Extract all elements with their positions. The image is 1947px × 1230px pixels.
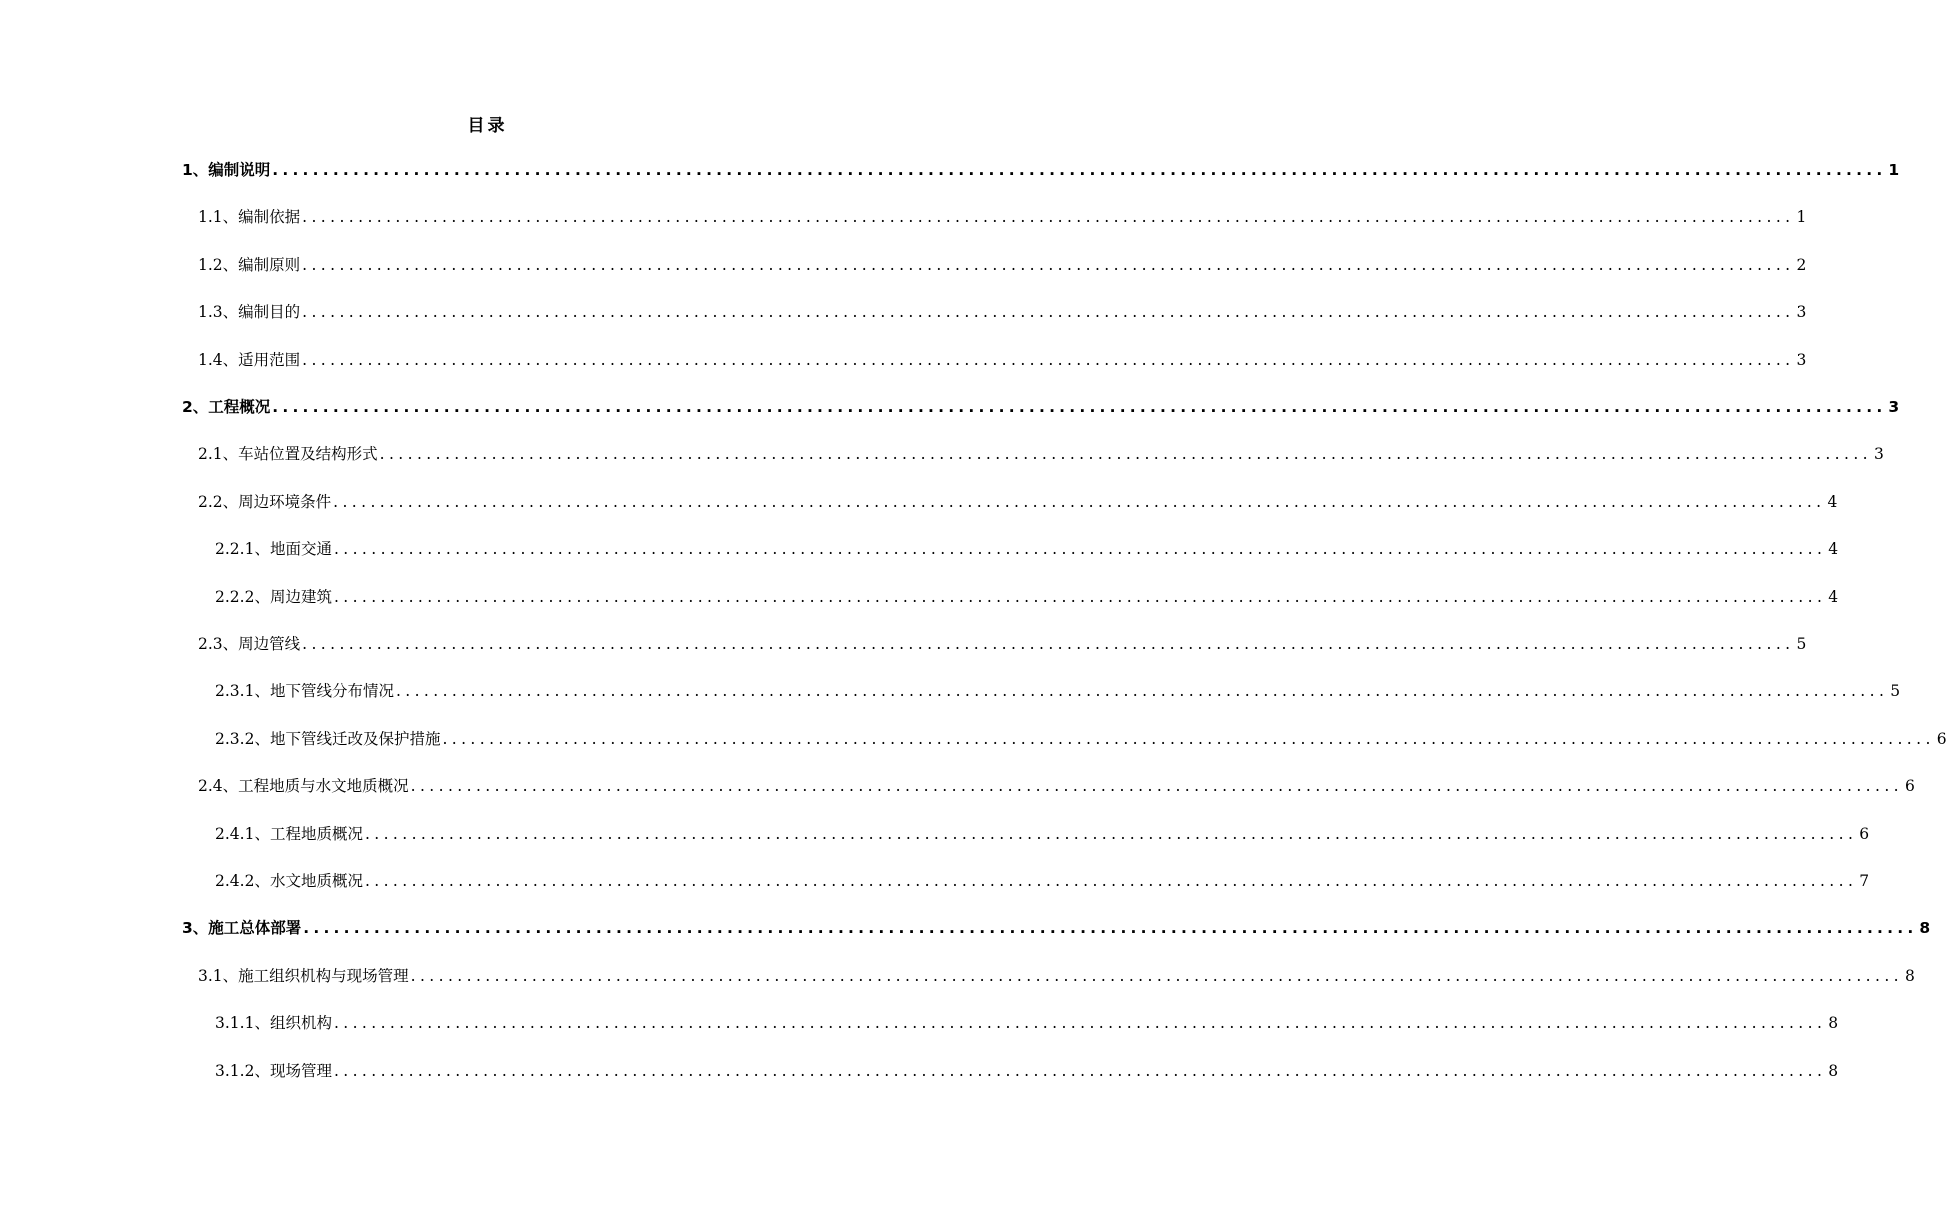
dot-leader: ................................................................................................................................................................ — [333, 588, 1827, 606]
dot-leader: ................................................................................................................................................................ — [302, 256, 1795, 274]
toc-entry[interactable] — [198, 774, 1915, 798]
toc-page-number: 2 — [1796, 256, 1807, 274]
toc-page-number: 8 — [1828, 1014, 1839, 1032]
toc-page-number: 4 — [1827, 493, 1838, 511]
toc-page-number: 6 — [1904, 777, 1915, 795]
dot-leader: ................................................................................................................................................................ — [272, 398, 1887, 416]
toc-entry-label: 1.4、适用范围 — [198, 351, 301, 369]
toc-page-number: 8 — [1919, 919, 1931, 937]
toc-page-number: 4 — [1828, 588, 1839, 606]
toc-entry-label: 1.2、编制原则 — [198, 256, 301, 274]
toc-entry[interactable] — [215, 1059, 1839, 1083]
toc-entry[interactable] — [198, 253, 1807, 277]
toc-entry-label: 3、施工总体部署 — [182, 919, 302, 937]
toc-entry-label: 1.3、编制目的 — [198, 303, 301, 321]
toc-entry-label: 2.4、工程地质与水文地质概况 — [198, 777, 409, 795]
toc-entry[interactable] — [198, 300, 1807, 324]
toc-entry-label: 2.1、车站位置及结构形式 — [198, 445, 378, 463]
toc-entry-label: 2.2.1、地面交通 — [215, 540, 332, 558]
toc-entry-label: 2.3.1、地下管线分布情况 — [215, 682, 394, 700]
toc-entry-label: 1、编制说明 — [182, 161, 271, 179]
toc-title: 目录 — [467, 116, 508, 136]
toc-entry[interactable] — [198, 205, 1807, 229]
dot-leader: ................................................................................................................................................................ — [302, 351, 1795, 369]
dot-leader: ................................................................................................................................................................ — [364, 825, 1858, 843]
toc-page-number: 7 — [1859, 872, 1870, 890]
dot-leader: ................................................................................................................................................................ — [272, 161, 1887, 179]
dot-leader: ................................................................................................................................................................ — [303, 919, 1918, 937]
toc-entry-label: 1.1、编制依据 — [198, 208, 301, 226]
toc-entry[interactable] — [215, 537, 1839, 561]
toc-page-number: 6 — [1859, 825, 1870, 843]
dot-leader: ................................................................................................................................................................ — [302, 303, 1795, 321]
toc-entry-label: 2、工程概况 — [182, 398, 271, 416]
toc-page-number: 5 — [1796, 635, 1807, 653]
toc-entry-label: 2.2.2、周边建筑 — [215, 588, 332, 606]
dot-leader: ................................................................................................................................................................ — [302, 635, 1795, 653]
toc-entry-label: 2.4.1、工程地质概况 — [215, 825, 363, 843]
toc-entry-label: 3.1.2、现场管理 — [215, 1062, 332, 1080]
toc-page-number: 5 — [1890, 682, 1901, 700]
dot-leader: ................................................................................................................................................................ — [333, 540, 1827, 558]
dot-leader: ................................................................................................................................................................ — [333, 1014, 1827, 1032]
toc-page-number: 3 — [1888, 398, 1900, 416]
toc-entry[interactable] — [198, 632, 1807, 656]
toc-entry[interactable] — [182, 916, 1931, 940]
toc-page-number: 3 — [1796, 351, 1807, 369]
toc-entry-label: 2.3.2、地下管线迁改及保护措施 — [215, 730, 441, 748]
dot-leader: ................................................................................................................................................................ — [302, 208, 1795, 226]
toc-entry[interactable] — [215, 822, 1870, 846]
toc-entry[interactable] — [215, 585, 1839, 609]
toc-page-number: 3 — [1796, 303, 1807, 321]
toc-entry-label: 2.2、周边环境条件 — [198, 493, 332, 511]
toc-entry[interactable] — [198, 964, 1915, 988]
dot-leader: ................................................................................................................................................................ — [364, 872, 1858, 890]
toc-entry[interactable] — [215, 1011, 1839, 1035]
toc-entry[interactable] — [215, 869, 1870, 893]
toc-page-number: 8 — [1828, 1062, 1839, 1080]
dot-leader: ................................................................................................................................................................ — [333, 493, 1826, 511]
toc-page-number: 1 — [1796, 208, 1807, 226]
toc-entry[interactable] — [215, 679, 1901, 703]
toc-page-number: 1 — [1888, 161, 1900, 179]
toc-entry[interactable] — [182, 158, 1900, 182]
toc-entry-label: 3.1、施工组织机构与现场管理 — [198, 967, 409, 985]
dot-leader: ................................................................................................................................................................ — [410, 967, 1903, 985]
toc-entry[interactable] — [198, 490, 1838, 514]
dot-leader: ................................................................................................................................................................ — [379, 445, 1872, 463]
toc-entry-label: 3.1.1、组织机构 — [215, 1014, 332, 1032]
toc-page-number: 8 — [1904, 967, 1915, 985]
dot-leader: ................................................................................................................................................................ — [442, 730, 1935, 748]
toc-entry[interactable] — [198, 442, 1884, 466]
dot-leader: ................................................................................................................................................................ — [333, 1062, 1827, 1080]
toc-entry[interactable] — [215, 727, 1947, 751]
toc-entry[interactable] — [198, 348, 1807, 372]
toc-page-number: 3 — [1873, 445, 1884, 463]
toc-entry-label: 2.3、周边管线 — [198, 635, 301, 653]
dot-leader: ................................................................................................................................................................ — [395, 682, 1889, 700]
toc-entry-label: 2.4.2、水文地质概况 — [215, 872, 363, 890]
dot-leader: ................................................................................................................................................................ — [410, 777, 1903, 795]
toc-page-number: 6 — [1936, 730, 1947, 748]
toc-entry[interactable] — [182, 395, 1900, 419]
toc-page-number: 4 — [1828, 540, 1839, 558]
